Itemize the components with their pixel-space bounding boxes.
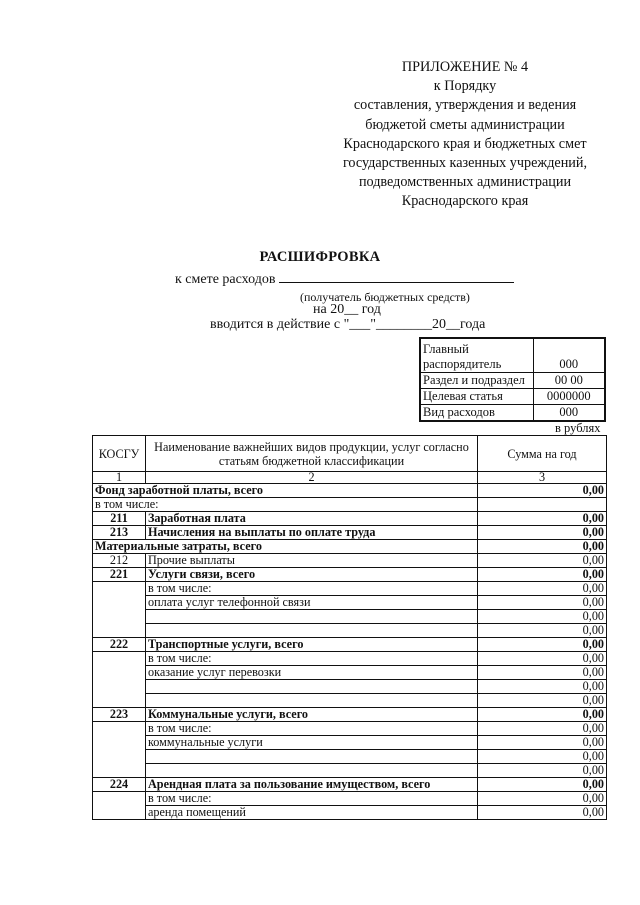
row-kosgu-empty bbox=[93, 652, 146, 708]
appendix-line: подведомственных администрации bbox=[358, 174, 572, 191]
row-name: аренда помещений bbox=[146, 806, 478, 820]
row-kosgu: 223 bbox=[93, 708, 146, 722]
row-sum: 0,00 bbox=[478, 792, 607, 806]
column-number: 3 bbox=[478, 472, 607, 484]
row-name: в том числе: bbox=[146, 792, 478, 806]
appendix-line: ПРИЛОЖЕНИЕ № 4 bbox=[401, 59, 529, 75]
main-manager-value: 000 bbox=[533, 338, 605, 372]
table-row bbox=[93, 652, 607, 666]
codes-row bbox=[420, 404, 605, 421]
row-sum: 0,00 bbox=[478, 736, 607, 750]
target-value: 0000000 bbox=[533, 388, 605, 404]
row-name: Прочие выплаты bbox=[146, 554, 478, 568]
appendix-line: Краснодарского края и бюджетных смет bbox=[343, 135, 587, 152]
table-row bbox=[93, 722, 607, 736]
row-sum: 0,00 bbox=[478, 596, 607, 610]
row-name: Материальные затраты, всего bbox=[93, 540, 478, 554]
row-sum: 0,00 bbox=[478, 722, 607, 736]
row-kosgu-empty bbox=[93, 792, 146, 820]
row-sum: 0,00 bbox=[478, 484, 607, 498]
table-row bbox=[93, 750, 607, 764]
row-name: в том числе: bbox=[93, 498, 478, 512]
row-sum bbox=[478, 498, 607, 512]
units-label: в рублях bbox=[555, 421, 601, 435]
appendix-line: к Порядку bbox=[433, 78, 497, 95]
column-header-sum: Сумма на год bbox=[478, 436, 607, 472]
table-row bbox=[93, 792, 607, 806]
row-sum: 0,00 bbox=[478, 764, 607, 778]
breakdown-table bbox=[92, 435, 607, 820]
column-number: 2 bbox=[146, 472, 478, 484]
row-sum: 0,00 bbox=[478, 778, 607, 792]
row-name: в том числе: bbox=[146, 652, 478, 666]
table-row bbox=[93, 484, 607, 498]
table-row bbox=[93, 806, 607, 820]
table-row bbox=[93, 512, 607, 526]
table-row bbox=[93, 498, 607, 512]
row-sum: 0,00 bbox=[478, 512, 607, 526]
main-manager-label: Главный распорядитель bbox=[420, 338, 533, 372]
section-value: 00 00 bbox=[533, 372, 605, 388]
row-kosgu-empty bbox=[93, 722, 146, 778]
row-name: Услуги связи, всего bbox=[146, 568, 478, 582]
table-row bbox=[93, 540, 607, 554]
row-name: Арендная плата за пользование имуществом, всего bbox=[146, 778, 478, 792]
appendix-line: государственных казенных учреждений, bbox=[342, 155, 588, 172]
table-row bbox=[93, 526, 607, 540]
row-name: в том числе: bbox=[146, 722, 478, 736]
expense-type-value: 000 bbox=[533, 404, 605, 421]
row-name: Транспортные услуги, всего bbox=[146, 638, 478, 652]
row-name: оказание услуг перевозки bbox=[146, 666, 478, 680]
row-name-empty bbox=[146, 764, 478, 778]
table-row bbox=[93, 680, 607, 694]
estimate-line bbox=[175, 271, 514, 288]
row-sum: 0,00 bbox=[478, 680, 607, 694]
table-row bbox=[93, 778, 607, 792]
row-sum: 0,00 bbox=[478, 694, 607, 708]
column-number: 1 bbox=[93, 472, 146, 484]
table-row bbox=[93, 596, 607, 610]
table-row bbox=[93, 764, 607, 778]
document-title: РАСШИФРОВКА bbox=[259, 249, 381, 265]
budget-codes-table bbox=[419, 337, 606, 422]
table-row bbox=[93, 736, 607, 750]
row-sum: 0,00 bbox=[478, 806, 607, 820]
table-row bbox=[93, 624, 607, 638]
row-name: в том числе: bbox=[146, 582, 478, 596]
row-name-empty bbox=[146, 624, 478, 638]
appendix-line: составления, утверждения и ведения bbox=[353, 97, 577, 114]
row-kosgu: 224 bbox=[93, 778, 146, 792]
target-label: Целевая статья bbox=[420, 388, 533, 404]
codes-row bbox=[420, 372, 605, 388]
row-sum: 0,00 bbox=[478, 666, 607, 680]
row-sum: 0,00 bbox=[478, 526, 607, 540]
row-sum: 0,00 bbox=[478, 638, 607, 652]
codes-row bbox=[420, 388, 605, 404]
section-label: Раздел и подраздел bbox=[420, 372, 533, 388]
row-name-empty bbox=[146, 680, 478, 694]
effective-date-line: вводится в действие с "___"________20__года bbox=[210, 317, 486, 332]
estimate-label: к смете расходов bbox=[175, 272, 276, 287]
row-name: Начисления на выплаты по оплате труда bbox=[146, 526, 478, 540]
row-name-empty bbox=[146, 694, 478, 708]
year-line: на 20__ год bbox=[313, 302, 381, 317]
table-row bbox=[93, 610, 607, 624]
row-name: Заработная плата bbox=[146, 512, 478, 526]
row-kosgu: 222 bbox=[93, 638, 146, 652]
table-row bbox=[93, 708, 607, 722]
row-name: коммунальные услуги bbox=[146, 736, 478, 750]
appendix-line: бюджетой сметы администрации bbox=[365, 116, 565, 133]
row-sum: 0,00 bbox=[478, 750, 607, 764]
expense-type-label: Вид расходов bbox=[420, 404, 533, 421]
row-sum: 0,00 bbox=[478, 652, 607, 666]
row-kosgu: 221 bbox=[93, 568, 146, 582]
column-number-row bbox=[93, 472, 607, 484]
row-sum: 0,00 bbox=[478, 568, 607, 582]
recipient-note: (получатель бюджетных средств) bbox=[300, 290, 470, 304]
recipient-blank bbox=[279, 271, 514, 283]
appendix-header bbox=[300, 58, 630, 212]
table-row bbox=[93, 694, 607, 708]
row-sum: 0,00 bbox=[478, 610, 607, 624]
row-sum: 0,00 bbox=[478, 624, 607, 638]
row-name: оплата услуг телефонной связи bbox=[146, 596, 478, 610]
row-name: Коммунальные услуги, всего bbox=[146, 708, 478, 722]
table-row bbox=[93, 568, 607, 582]
row-sum: 0,00 bbox=[478, 540, 607, 554]
column-header-kosgu: КОСГУ bbox=[93, 436, 146, 472]
row-name-empty bbox=[146, 750, 478, 764]
row-name: Фонд заработной платы, всего bbox=[93, 484, 478, 498]
table-row bbox=[93, 582, 607, 596]
row-kosgu: 212 bbox=[93, 554, 146, 568]
table-row bbox=[93, 638, 607, 652]
column-header-name: Наименование важнейших видов продукции, услуг согласно статьям бюджетной классификации bbox=[146, 436, 478, 472]
table-row bbox=[93, 666, 607, 680]
row-sum: 0,00 bbox=[478, 708, 607, 722]
row-sum: 0,00 bbox=[478, 582, 607, 596]
row-name-empty bbox=[146, 610, 478, 624]
row-kosgu-empty bbox=[93, 582, 146, 638]
table-header-row bbox=[93, 436, 607, 472]
row-sum: 0,00 bbox=[478, 554, 607, 568]
codes-row bbox=[420, 338, 605, 372]
appendix-line: Краснодарского края bbox=[401, 193, 529, 210]
table-row bbox=[93, 554, 607, 568]
row-kosgu: 211 bbox=[93, 512, 146, 526]
row-kosgu: 213 bbox=[93, 526, 146, 540]
